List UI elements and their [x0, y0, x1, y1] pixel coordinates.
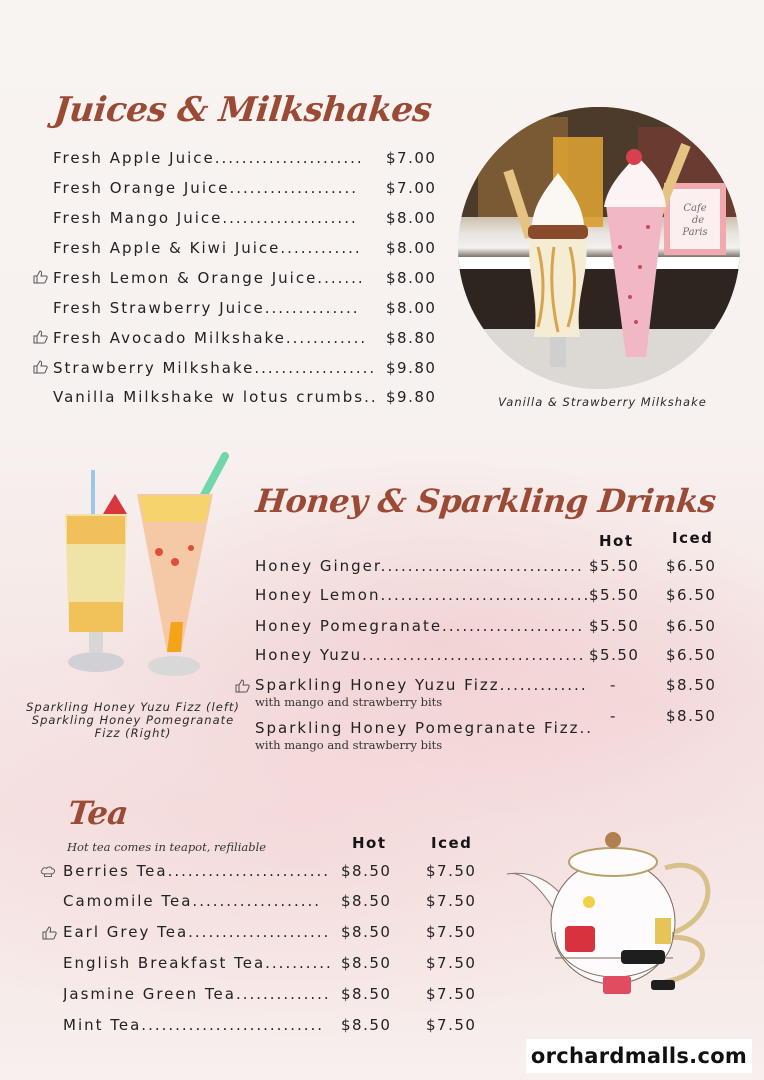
menu-item [53, 209, 437, 227]
item-name: Earl Grey Tea..................... [63, 923, 331, 941]
menu-item [63, 923, 477, 941]
chef-hat-icon [40, 865, 56, 879]
thumbs-up-icon [33, 360, 49, 374]
menu-item [255, 707, 717, 737]
milkshake-illustration [458, 107, 740, 389]
item-price-hot: $5.50 [589, 646, 640, 664]
menu-item [53, 179, 437, 197]
milkshake-photo-caption: Vanilla & Strawberry Milkshake [498, 395, 707, 409]
item-price: $8.00 [386, 239, 437, 257]
item-name: Mint Tea........................... [63, 1016, 325, 1034]
item-price-hot: $5.50 [589, 617, 640, 635]
item-price-iced: $8.50 [666, 707, 717, 725]
item-name: Honey Pomegranate..................... [255, 617, 585, 635]
column-header-hot: Hot [599, 532, 634, 550]
item-name: Fresh Orange Juice................... [53, 179, 359, 197]
item-name: Honey Lemon............................... [255, 586, 591, 604]
item-name: Fresh Apple Juice...................... [53, 149, 364, 167]
item-name: Fresh Avocado Milkshake............ [53, 329, 368, 347]
item-name: Fresh Apple & Kiwi Juice............ [53, 239, 362, 257]
menu-item [53, 388, 437, 406]
item-price-iced: $7.50 [426, 985, 477, 1003]
thumbs-up-icon [42, 926, 58, 940]
item-note: with mango and strawberry bits [255, 695, 443, 709]
item-price-hot: - [610, 676, 617, 694]
item-price-hot: - [610, 707, 617, 725]
column-header-hot: Hot [352, 834, 387, 852]
menu-item [53, 359, 437, 377]
menu-item [255, 557, 717, 575]
item-price-iced: $7.50 [426, 923, 477, 941]
item-price: $8.00 [386, 299, 437, 317]
item-note: with mango and strawberry bits [255, 738, 443, 752]
menu-item [53, 329, 437, 347]
item-price-hot: $8.50 [341, 985, 392, 1003]
item-price-hot: $8.50 [341, 892, 392, 910]
item-name: Honey Yuzu................................. [255, 646, 586, 664]
item-price-hot: $8.50 [341, 1016, 392, 1034]
menu-item [63, 892, 477, 910]
item-price-iced: $6.50 [666, 557, 717, 575]
menu-item [255, 676, 717, 694]
juices-title: Juices & Milkshakes [51, 90, 434, 130]
item-price-hot: $8.50 [341, 862, 392, 880]
column-header-iced: Iced [672, 529, 714, 547]
menu-item [53, 239, 437, 257]
item-price-hot: $5.50 [589, 557, 640, 575]
menu-item [63, 954, 477, 972]
menu-item [53, 299, 437, 317]
honey-title: Honey & Sparkling Drinks [254, 482, 718, 520]
tea-note: Hot tea comes in teapot, refiliable [67, 840, 267, 854]
item-name: Fresh Strawberry Juice.............. [53, 299, 360, 317]
item-price-iced: $6.50 [666, 617, 717, 635]
item-name: Sparkling Honey Yuzu Fizz............. [255, 676, 588, 694]
item-price: $7.00 [386, 179, 437, 197]
menu-item [63, 1016, 477, 1034]
svg-text:Paris: Paris [682, 227, 708, 238]
item-name: Strawberry Milkshake.................. [53, 359, 377, 377]
item-price-hot: $8.50 [341, 954, 392, 972]
tea-title: Tea [66, 794, 130, 832]
menu-item [255, 646, 717, 664]
item-name: Berries Tea........................ [63, 862, 331, 880]
thumbs-up-icon [33, 330, 49, 344]
menu-item [53, 149, 437, 167]
item-price: $9.80 [386, 359, 437, 377]
item-price-hot: $8.50 [341, 923, 392, 941]
menu-item [63, 862, 477, 880]
item-price-iced: $8.50 [666, 676, 717, 694]
item-name: Honey Ginger.............................. [255, 557, 584, 575]
milkshake-photo [458, 107, 740, 389]
item-price-iced: $7.50 [426, 954, 477, 972]
item-price-iced: $6.50 [666, 586, 717, 604]
menu-item [255, 586, 717, 604]
sparkling-drinks-photo [55, 452, 235, 692]
column-header-iced: Iced [431, 834, 473, 852]
item-price: $8.00 [386, 209, 437, 227]
caption-line: Sparkling Honey Pomegranate [31, 713, 235, 727]
thumbs-up-icon [235, 679, 251, 693]
item-price-iced: $7.50 [426, 892, 477, 910]
sparkling-photo-caption [18, 701, 248, 740]
teapot-illustration [505, 822, 725, 1012]
item-price: $7.00 [386, 149, 437, 167]
item-name: Fresh Mango Juice.................... [53, 209, 358, 227]
watermark: orchardmalls.com [526, 1039, 752, 1073]
item-price: $9.80 [386, 388, 437, 406]
menu-item [255, 617, 717, 635]
item-price: $8.00 [386, 269, 437, 287]
caption-line: Sparkling Honey Yuzu Fizz (left) [26, 700, 240, 714]
item-name: Camomile Tea................... [63, 892, 322, 910]
item-price-iced: $6.50 [666, 646, 717, 664]
item-price-iced: $7.50 [426, 862, 477, 880]
item-name: Jasmine Green Tea.............. [63, 985, 331, 1003]
item-name: English Breakfast Tea.......... [63, 954, 333, 972]
item-price: $8.80 [386, 329, 437, 347]
menu-item [63, 985, 477, 1003]
item-price-iced: $7.50 [426, 1016, 477, 1034]
menu-item [53, 269, 437, 287]
caption-line: Fizz (Right) [94, 726, 172, 740]
thumbs-up-icon [33, 270, 49, 284]
item-name: Fresh Lemon & Orange Juice....... [53, 269, 365, 287]
item-name: Vanilla Milkshake w lotus crumbs.. [53, 388, 378, 406]
item-name: Sparkling Honey Pomegranate Fizz.. [255, 719, 594, 737]
svg-text:de: de [691, 215, 705, 226]
svg-text:Cafe: Cafe [683, 203, 707, 214]
item-price-hot: $5.50 [589, 586, 640, 604]
